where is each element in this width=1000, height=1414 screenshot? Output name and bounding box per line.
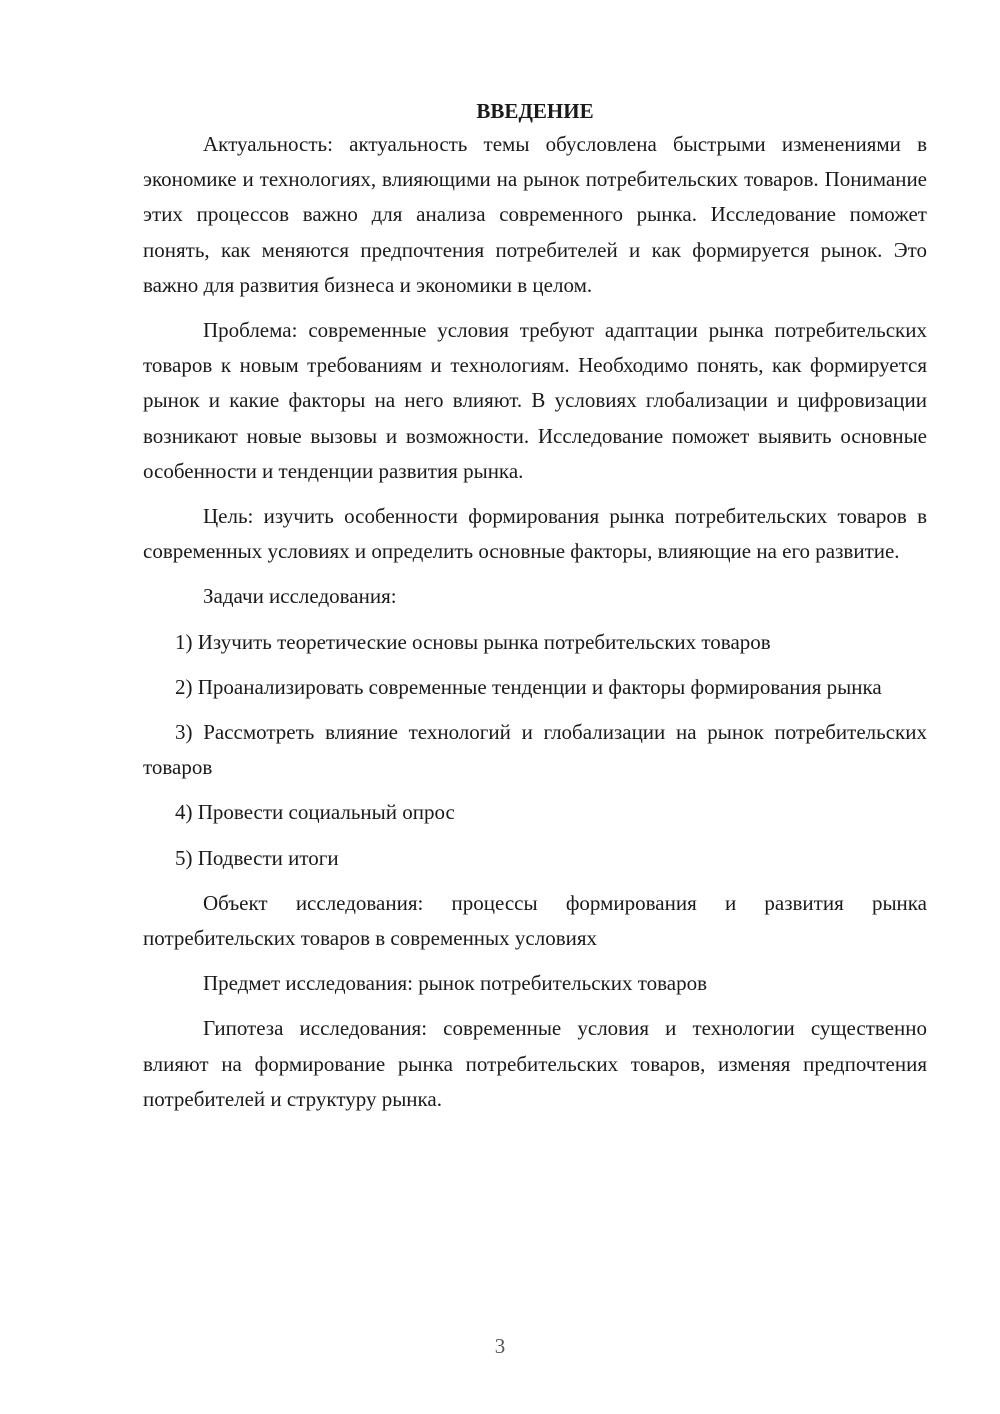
tasks-heading: Задачи исследования: [203,584,397,609]
section-title: ВВЕДЕНИЕ [476,99,594,123]
task-item: 2) Проанализировать современные тенденции и факторы формирования рынка [175,674,882,699]
task-item: 1) Изучить теоретические основы рынка потребительских товаров [175,629,771,654]
tasks-list [143,625,927,876]
document-page [143,96,927,1127]
task-item: 5) Подвести итоги [175,845,339,870]
paragraph-object: Объект исследования: процессы формирования и развития рынка потребительских товаров в современных условиях [143,890,927,951]
paragraph-goal: Цель: изучить особенности формирования рынка потребительских товаров в современных условиях и определить основные факторы, влияющие на его развитие. [143,504,927,564]
task-item: 3) Рассмотреть влияние технологий и глобализации на рынок потребительских товаров [143,720,927,780]
paragraph-problem: Проблема: современные условия требуют адаптации рынка потребительских товаров к новым требованиям и технологиям. Необходимо понять, как формируется рынок и какие факторы на него влияют. В условиях глобализации и цифровизации возникают новые вызовы и возможности. Исследование поможет выявить основные особенности и тенденции развития рынка. [143,318,927,483]
paragraph-subject: Предмет исследования: рынок потребительских товаров [203,971,707,996]
page-number: 3 [494,1334,506,1358]
paragraph-hypothesis: Гипотеза исследования: современные условия и технологии существенно влияют на формирование рынка потребительских товаров, изменяя предпочтения потребителей и структуру рынка. [143,1016,927,1111]
paragraph-relevance: Актуальность: актуальность темы обусловлена быстрыми изменениями в экономике и технологиях, влияющими на рынок потребительских товаров. Понимание этих процессов важно для анализа современного рынка. Исследование поможет понять, как меняются предпочтения потребителей и как формируется рынок. Это важно для развития бизнеса и экономики в целом. [143,132,927,297]
task-item: 4) Провести социальный опрос [175,800,455,825]
